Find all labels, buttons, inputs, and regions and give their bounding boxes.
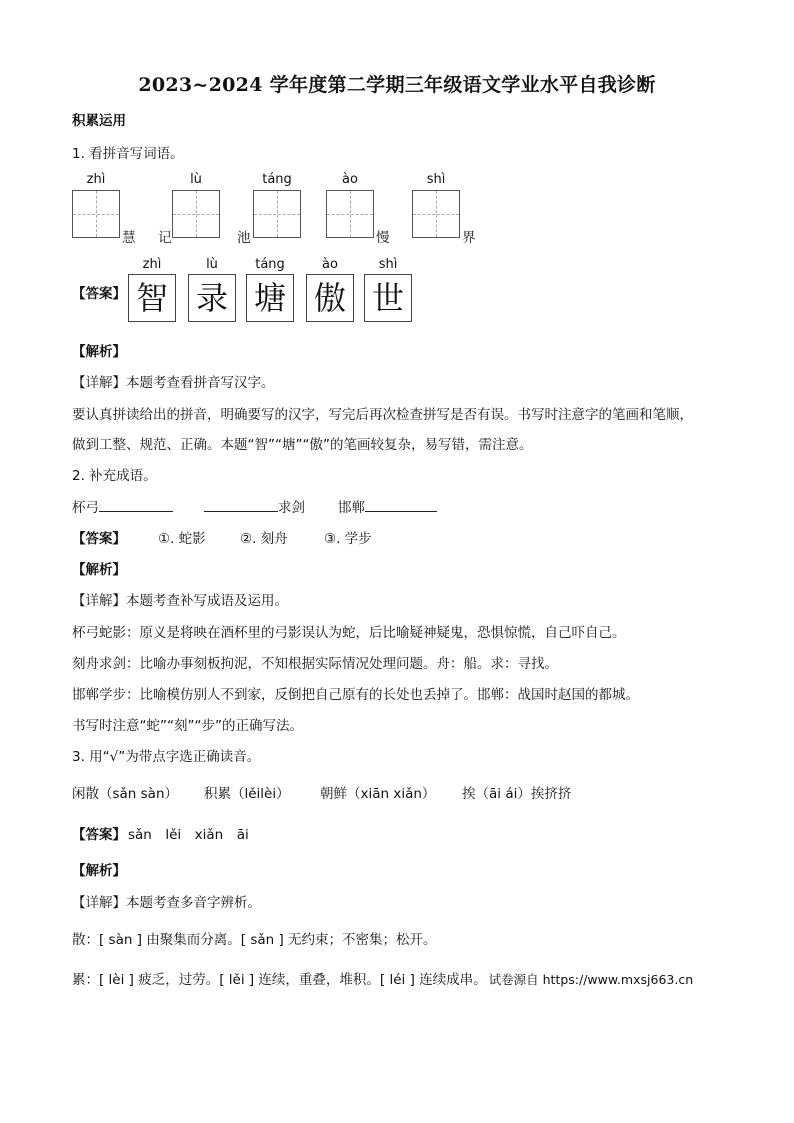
q2-answer-2: ②. 刻舟 (240, 531, 288, 547)
q1-answer-pinyin-3: táng (255, 257, 285, 272)
q1-answer-pinyin-2: lù (206, 257, 218, 272)
q1-answer-char-5: 世 (364, 274, 412, 322)
q1-answer-char-2: 录 (188, 274, 236, 322)
q2-analysis-line-3: 邯郸学步：比喻模仿别人不到家，反倒把自己原有的长处也丢掉了。邯郸：战国时赵国的都城。 (72, 687, 639, 703)
q1-word-after-4: 慢 (376, 230, 390, 246)
q3-analysis-label: 【解析】 (72, 863, 126, 879)
q1-pinyin-2: lù (190, 172, 202, 187)
q1-stem: 1. 看拼音写词语。 (72, 146, 184, 162)
q2-analysis-label: 【解析】 (72, 562, 126, 578)
q1-answer-label: 【答案】 (72, 286, 126, 302)
q3-item-2: 积累（lěilèi） (204, 786, 290, 802)
q1-word-after-2: 记 (158, 230, 172, 246)
q2-detail: 【详解】本题考查补写成语及运用。 (72, 593, 288, 609)
q1-word-after-5: 界 (462, 230, 476, 246)
q2-fill-1-text: 杯弓 (72, 500, 99, 516)
q3-item-1: 闲散（sǎn sàn） (72, 786, 179, 802)
q1-word-after-1: 慧 (122, 230, 136, 246)
q1-answer-pinyin-4: ào (322, 257, 338, 272)
q1-writing-box-4[interactable] (326, 190, 374, 238)
source-watermark: 试卷源自 https://www.mxsj663.cn (488, 972, 694, 987)
q2-answer-1: ①. 蛇影 (158, 531, 206, 547)
q1-pinyin-3: táng (262, 172, 292, 187)
q2-analysis-line-2: 刻舟求剑：比喻办事刻板拘泥，不知根据实际情况处理问题。舟：船。求：寻找。 (72, 656, 558, 672)
q1-analysis-para-2: 做到工整、规范、正确。本题“智”“塘”“傲”的笔画较复杂，易写错，需注意。 (72, 437, 533, 453)
q2-blank-3[interactable] (365, 497, 437, 512)
q3-lei-explanation (72, 968, 693, 988)
q1-analysis-label: 【解析】 (72, 344, 126, 360)
q3-san-explanation: 散：[ sàn ] 由聚集而分离。[ sǎn ] 无约束；不密集；松开。 (72, 932, 437, 948)
q2-analysis-line-4: 书写时注意“蛇”“刻”“步”的正确写法。 (72, 718, 303, 734)
q1-analysis-para-1: 要认真拼读给出的拼音，明确要写的汉字，写完后再次检查拼写是否有误。书写时注意字的笔画和笔顺， (72, 407, 693, 423)
q3-lei-text: 累：[ lèi ] 疲乏，过劳。[ lěi ] 连续，重叠，堆积。[ léi ] 连续成串。 (72, 972, 487, 988)
q3-detail: 【详解】本题考查多音字辨析。 (72, 895, 261, 911)
q1-detail: 【详解】本题考查看拼音写汉字。 (72, 375, 275, 391)
q2-fill-1 (72, 496, 173, 516)
q2-fill-2-text: 求剑 (278, 500, 305, 516)
q3-item-3: 朝鲜（xiān xiǎn） (320, 786, 436, 802)
q3-answer-text: sǎn lěi xiǎn āi (128, 827, 249, 843)
q1-pinyin-1: zhì (86, 172, 106, 187)
q1-answer-char-4: 傲 (306, 274, 354, 322)
q1-answer-pinyin-5: shì (378, 257, 398, 272)
q2-answer-label: 【答案】 (72, 531, 126, 547)
q1-word-after-3: 池 (237, 230, 251, 246)
q1-writing-box-3[interactable] (253, 190, 301, 238)
q1-writing-box-5[interactable] (412, 190, 460, 238)
q2-blank-1[interactable] (99, 497, 173, 512)
q1-answer-pinyin-1: zhì (142, 257, 162, 272)
q3-stem: 3. 用“√”为带点字选正确读音。 (72, 749, 261, 765)
q1-pinyin-4: ào (342, 172, 358, 187)
q1-answer-char-1: 智 (128, 274, 176, 322)
q1-writing-box-2[interactable] (172, 190, 220, 238)
q2-fill-2 (204, 496, 305, 516)
page-title: 2023~2024 学年度第二学期三年级语文学业水平自我诊断 (138, 74, 656, 96)
q2-analysis-line-1: 杯弓蛇影：原义是将映在酒杯里的弓影误认为蛇，后比喻疑神疑鬼，恐惧惊慌，自己吓自己。 (72, 625, 626, 641)
q2-answer-3: ③. 学步 (324, 531, 372, 547)
section-heading: 积累运用 (72, 113, 126, 129)
q3-item-4: 挨（āi ái）挨挤挤 (462, 786, 572, 802)
q1-writing-box-1[interactable] (72, 190, 120, 238)
q1-answer-char-3: 塘 (246, 274, 294, 322)
q2-stem: 2. 补充成语。 (72, 468, 157, 484)
q3-answer-label: 【答案】 (72, 827, 126, 843)
q2-fill-3 (338, 496, 437, 516)
q1-pinyin-5: shì (426, 172, 446, 187)
q2-blank-2[interactable] (204, 497, 278, 512)
q2-fill-3-text: 邯郸 (338, 500, 365, 516)
